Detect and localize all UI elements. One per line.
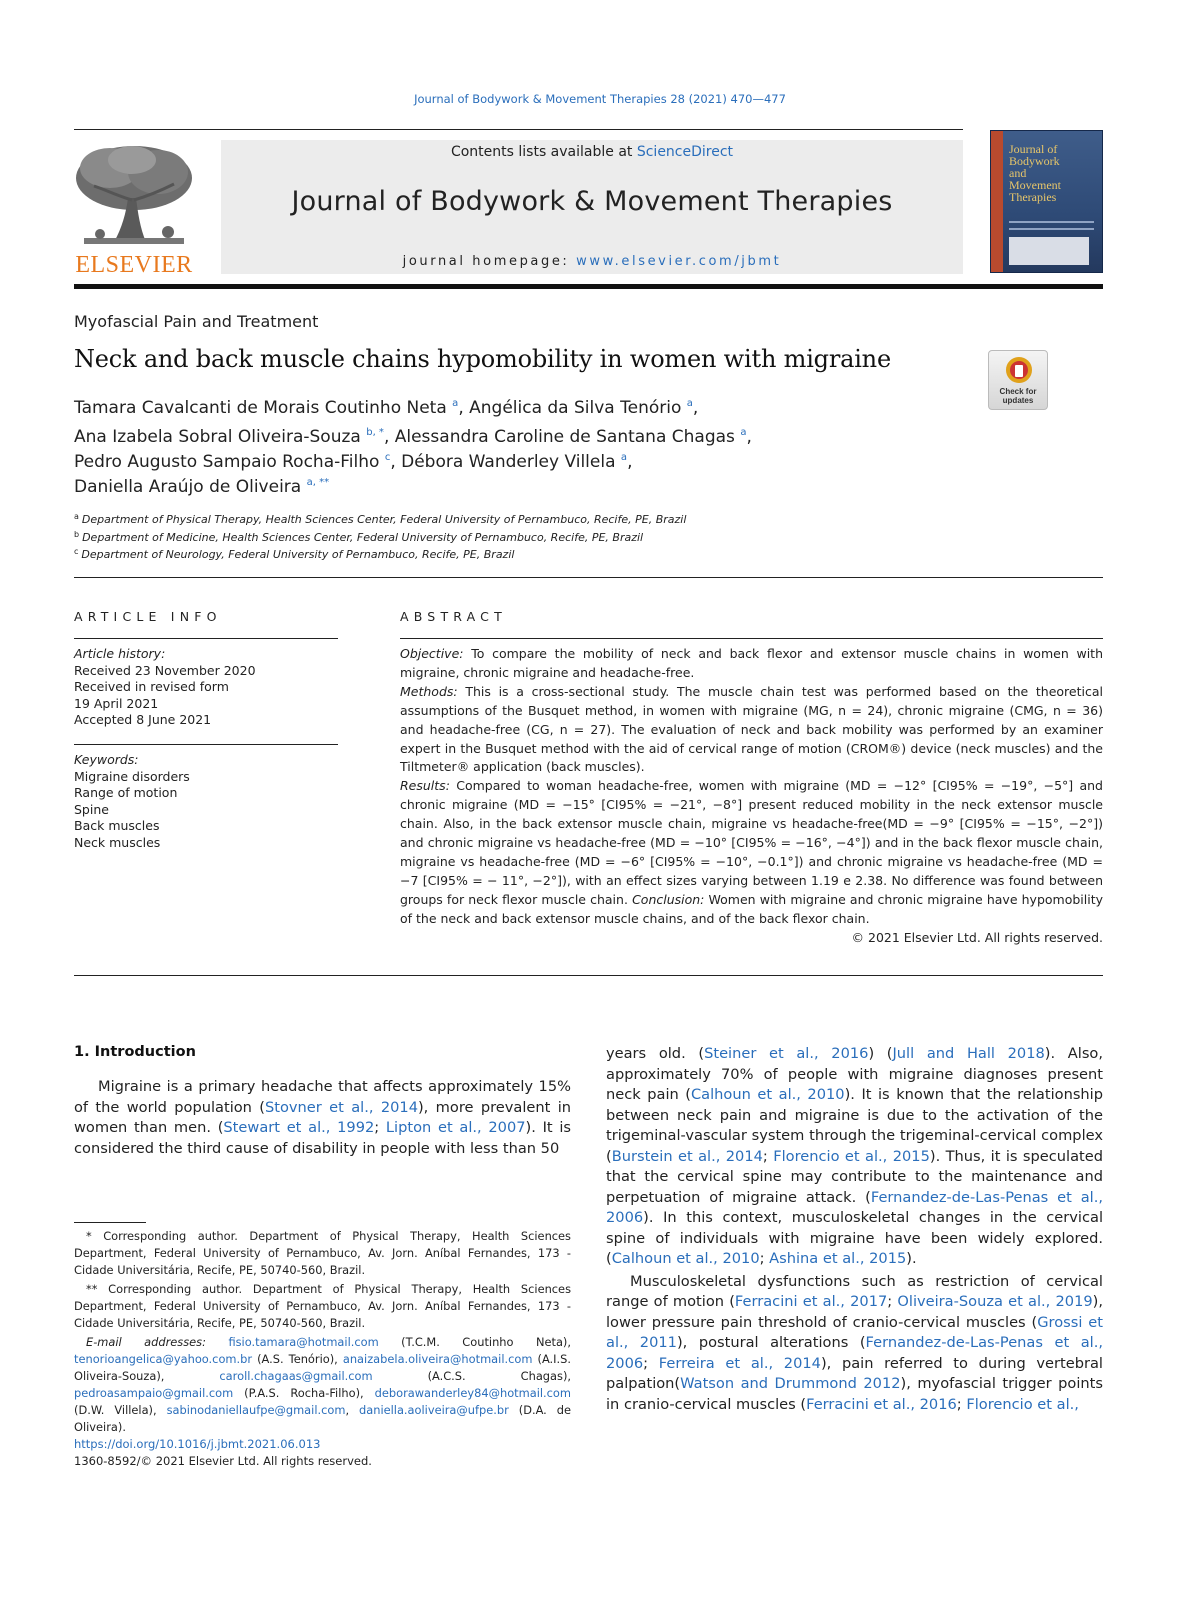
email-label: E-mail addresses: [86, 1335, 206, 1349]
keyword-item: Range of motion [74, 785, 178, 800]
history-item: Received 23 November 2020 [74, 662, 256, 678]
affiliation-key: b [74, 530, 80, 539]
publisher-wordmark: ELSEVIER [75, 252, 193, 278]
keywords-block [74, 752, 190, 851]
affiliation-text: Department of Physical Therapy, Health Sciences Center, Federal University of Pernambuco, Recife, PE, Brazil [81, 513, 687, 526]
email-link[interactable]: anaizabela.oliveira@hotmail.com [342, 1352, 533, 1366]
objective-label: Objective: [400, 646, 464, 661]
affiliation-key: c [74, 547, 79, 556]
history-label: Article history: [74, 646, 166, 661]
masthead-top-rule [74, 129, 963, 130]
journal-cover-image[interactable] [990, 130, 1103, 273]
results-label: Results: [400, 778, 450, 794]
check-updates-label: Check for updates [999, 387, 1037, 405]
tree-icon [70, 138, 198, 250]
history-item: 19 April 2021 [74, 695, 159, 711]
citation-link[interactable]: Florencio et al., [966, 1395, 1079, 1413]
keyword-item: Back muscles [74, 818, 160, 833]
abstract-results [400, 777, 1103, 928]
abstract-copyright: © 2021 Elsevier Ltd. All rights reserved. [851, 929, 1103, 945]
citation-link[interactable]: Steiner et al., 2016 [704, 1045, 869, 1062]
corresponding-author-1: * Corresponding author. Department of Physical Therapy, Health Sciences Department, Federal University of Pernambuco, Av. Jorn. Aníbal Fernandes, 173 - Cidade Universitária, Recife, PE, 50740-560, Brazil. [74, 1229, 571, 1277]
journal-name: Journal of Bodywork & Movement Therapies [291, 186, 893, 217]
abstract-bottom-rule [74, 975, 1103, 976]
citation-link[interactable]: Ferracini et al., 2016 [806, 1395, 957, 1413]
citation-link[interactable]: Ferreira et al., 2014 [658, 1354, 821, 1372]
article-info-heading: ARTICLE INFO [74, 609, 222, 624]
citation-link[interactable]: Fernandez-de-Las-Penas et al., 2006 [606, 1188, 1104, 1226]
history-item: Accepted 8 June 2021 [74, 712, 212, 727]
introduction-heading: 1. Introduction [74, 1044, 196, 1060]
author-line [74, 477, 329, 497]
journal-homepage-line [221, 254, 963, 269]
abstract-methods [400, 683, 1103, 778]
intro-paragraph-1-continued: years old. (Steiner et al., 2016) (Jull and Hall 2018). Also, approximately 70% of people with migraine diagnoses present neck pain (Calhoun et al., 2010). It is known that the relationship between neck pain and migraine is due to the activation of the trigeminal-vascular system through the trigeminal-cervical complex (Burstein et al., 2014; Florencio et al., 2015). Thus, it is speculated that the cervical spine may contribute to the maintenance and perpetuation of migraine attack. (Fernandez-de-Las-Penas et al., 2006). In this context, musculoskeletal changes in the cervical spine of individuals with migraine have been widely explored. (Calhoun et al., 2010; Ashina et al., 2015). [606, 1045, 1104, 1267]
citation-link[interactable]: Oliveira-Souza et al., 2019 [897, 1293, 1093, 1310]
email-link[interactable]: daniella.aoliveira@ufpe.br [359, 1403, 509, 1417]
author-affiliation-marker[interactable]: a [452, 398, 459, 409]
masthead-banner [221, 140, 963, 274]
right-column [606, 1044, 1103, 1415]
keyword-item: Neck muscles [74, 834, 161, 850]
homepage-prefix: journal homepage: [402, 254, 577, 269]
author-affiliation-marker[interactable]: a [620, 452, 628, 463]
author-name[interactable]: Ana Izabela Sobral Oliveira-Souza [74, 427, 361, 447]
email-link[interactable]: tenorioangelica@yahoo.com.br [74, 1352, 253, 1366]
objective-text: To compare the mobility of neck and back flexor and extensor muscle chains in women with migraine, chronic migraine and headache-free. [400, 646, 1103, 680]
keywords-label: Keywords: [74, 752, 139, 767]
left-column [74, 1077, 571, 1159]
keyword-list [74, 769, 190, 852]
history-item: Received in revised form [74, 679, 229, 694]
abstract-heading: ABSTRACT [400, 609, 507, 624]
author-affiliation-marker[interactable]: b, * [366, 427, 384, 438]
methods-text: This is a cross-sectional study. The muscle chain test was performed based on the theoretical assumptions of the Busquet method, in women with migraine (MG, n = 24), chronic migraine (CMG, n = 36) and headache-free (CG, n = 27). The evaluation of neck and back mobility was performed by an examiner expert in the Busquet method with the aid of cervical range of motion (CROM®) device (neck muscles) and the Tiltmeter® application (back muscles). [400, 683, 1103, 775]
abstract-objective [400, 645, 1103, 683]
doi-link[interactable]: https://doi.org/10.1016/j.jbmt.2021.06.013 [74, 1437, 321, 1451]
corresponding-author-2: ** Corresponding author. Department of Physical Therapy, Health Sciences Department, Federal University of Pernambuco, Av. Jorn. Aníbal Fernandes, 173 - Cidade Universitária, Recife, PE, 50740-560, Brazil. [74, 1282, 571, 1330]
email-addresses: E-mail addresses: fisio.tamara@hotmail.com (T.C.M. Coutinho Neta), tenorioangelica@yahoo.com.br (A.S. Tenório), anaizabela.oliveira@hotmail.com (A.I.S. Oliveira-Souza), caroll.chagaas@gmail.com (A.C.S. Chagas), pedroasampaio@gmail.com (P.A.S. Rocha-Filho), deborawanderley84@hotmail.com (D.W. Villela), sabinodaniellaufpe@gmail.com, daniella.aoliveira@ufpe.br (D.A. de Oliveira). [74, 1335, 572, 1434]
author-affiliation-marker[interactable]: a [686, 398, 693, 409]
author-name[interactable]: Angélica da Silva Tenório [469, 398, 682, 418]
cover-title: Journal of Bodywork and Movement Therapies [1009, 142, 1061, 204]
check-updates-icon [1006, 357, 1032, 383]
masthead-bottom-rule [74, 284, 1103, 289]
email-link[interactable]: sabinodaniellaufpe@gmail.com [166, 1403, 346, 1417]
affiliation [74, 547, 514, 561]
affiliation-text: Department of Medicine, Health Sciences Center, Federal University of Pernambuco, Recife, PE, Brazil [82, 531, 644, 544]
conclusion-label: Conclusion: [632, 891, 705, 907]
keyword-item: Migraine disorders [74, 768, 190, 784]
header-divider [74, 577, 1103, 578]
contents-available-line [221, 144, 963, 160]
journal-homepage-link[interactable]: www.elsevier.com/jbmt [576, 254, 782, 269]
article-section-label: Myofascial Pain and Treatment [74, 312, 319, 331]
citation-link[interactable]: Calhoun et al., 2010 [611, 1250, 760, 1267]
intro-paragraph-1: Migraine is a primary headache that affects approximately 15% of the world population (Stovner et al., 2014), more prevalent in women than men. (Stewart et al., 1992; Lipton et al., 2007). It is considered the third cause of disability in people with less than 50 [74, 1078, 572, 1157]
footnotes [74, 1228, 571, 1438]
methods-label: Methods: [400, 683, 458, 699]
citation-link[interactable]: Burstein et al., 2014 [611, 1147, 763, 1165]
citation-link[interactable]: Stewart et al., 1992 [223, 1119, 375, 1136]
check-for-updates-button[interactable] [988, 350, 1048, 410]
author-affiliation-marker[interactable]: a [740, 427, 747, 438]
author-line: Pedro Augusto Sampaio Rocha-Filho $^c$, Débora Wanderley Villela $^a$, [74, 452, 633, 472]
author-line: Ana Izabela Sobral Oliveira-Souza $^{b, *}$, Alessandra Caroline de Santana Chagas $^a$, [74, 427, 752, 447]
keywords-rule [74, 744, 338, 745]
author-name[interactable]: Tamara Cavalcanti de Morais Coutinho Neta [74, 398, 447, 418]
citation-link[interactable]: Stovner et al., 2014 [265, 1098, 418, 1116]
conclusion-text: Women with migraine and chronic migraine have hypomobility of the neck and back extensor muscle chains, and of the back flexor chain. [400, 891, 1103, 926]
abstract-body [400, 645, 1103, 948]
author-name[interactable]: Pedro Augusto Sampaio Rocha-Filho [74, 452, 380, 472]
author-name[interactable]: Débora Wanderley Villela [401, 452, 616, 472]
author-affiliation-marker[interactable]: c [384, 452, 391, 463]
contents-prefix: Contents lists available at [450, 144, 637, 160]
cover-strip [991, 131, 1003, 272]
issn-line: 1360-8592/© 2021 Elsevier Ltd. All rights reserved. [74, 1454, 372, 1468]
paper-title: Neck and back muscle chains hypomobility in women with migraine [74, 345, 891, 373]
affiliation-key: a [74, 512, 79, 521]
citation-link[interactable]: Watson and Drummond 2012 [680, 1375, 901, 1392]
citation-link[interactable]: Ashina et al., 2015 [769, 1250, 907, 1267]
history-list [74, 663, 256, 729]
author-name[interactable]: Daniella Araújo de Oliveira [74, 477, 302, 497]
sciencedirect-link[interactable]: ScienceDirect [636, 144, 734, 160]
citation-link[interactable]: Ferracini et al., 2017 [734, 1293, 888, 1310]
author-affiliation-marker[interactable]: a, ** [306, 477, 330, 488]
running-header[interactable]: Journal of Bodywork & Movement Therapies 28 (2021) 470—477 [414, 92, 786, 106]
cover-panel [1009, 237, 1089, 265]
article-history [74, 646, 256, 729]
footnote-rule [74, 1222, 146, 1223]
abstract-rule [400, 638, 1103, 639]
affiliation [74, 530, 643, 544]
elsevier-logo [70, 138, 198, 276]
affiliation-text: Department of Neurology, Federal University of Pernambuco, Recife, PE, Brazil [81, 548, 515, 561]
results-text: Compared to woman headache-free, women with migraine (MD = −12° [CI95% = −19°, −5°] and chronic migraine (MD = −15° [CI95% = −21°, −8°] present reduced mobility in the neck extensor muscle chain. Also, in the back extensor muscle chain, migraine vs headache-free(MD = −9° [CI95% = −15°, −2°]) and chronic migraine vs headache-free (MD = −10° [CI95% = −16°, −4°]) and in the back flexor muscle chain, migraine vs headache-free (MD = −6° [CI95% = −10°, −0.1°]) and chronic migraine vs headache-free (MD = −7 [CI95% = − 11°, −2°]), with an effect sizes varying between 1.19 e 2.38. No difference was found between groups for neck flexor muscle chain. [400, 778, 1103, 907]
email-link[interactable]: deborawanderley84@hotmail.com [374, 1386, 571, 1400]
citation-link[interactable]: Fernandez-de-Las-Penas et al., 2006 [606, 1334, 1103, 1372]
citation-link[interactable]: Lipton et al., 2007 [385, 1119, 526, 1136]
author-name[interactable]: Alessandra Caroline de Santana Chagas [394, 427, 735, 447]
cover-text-lines [1009, 221, 1094, 235]
email-link[interactable]: pedroasampaio@gmail.com [74, 1386, 234, 1400]
affiliation [74, 512, 686, 526]
article-info-rule [74, 638, 338, 639]
citation-link[interactable]: Grossi et al., 2011 [606, 1313, 1103, 1351]
email-link[interactable]: caroll.chagaas@gmail.com [219, 1369, 373, 1383]
email-link[interactable]: fisio.tamara@hotmail.com [228, 1335, 379, 1349]
citation-link[interactable]: Florencio et al., 2015 [773, 1147, 930, 1165]
author-line: Tamara Cavalcanti de Morais Coutinho Neta $^a$, Angélica da Silva Tenório $^a$, [74, 398, 699, 418]
citation-link[interactable]: Jull and Hall 2018 [892, 1045, 1045, 1062]
intro-paragraph-2: Musculoskeletal dysfunctions such as restriction of cervical range of motion (Ferracini et al., 2017; Oliveira-Souza et al., 2019), lower pressure pain threshold of cranio-cervical muscles (Grossi et al., 2011), postural alterations (Fernandez-de-Las-Penas et al., 2006; Ferreira et al., 2014), pain referred to during vertebral palpation(Watson and Drummond 2012), myofascial trigger points in cranio-cervical muscles (Ferracini et al., 2016; Florencio et al., [606, 1272, 1103, 1413]
citation-link[interactable]: Calhoun et al., 2010 [690, 1086, 845, 1103]
keyword-item: Spine [74, 801, 109, 817]
